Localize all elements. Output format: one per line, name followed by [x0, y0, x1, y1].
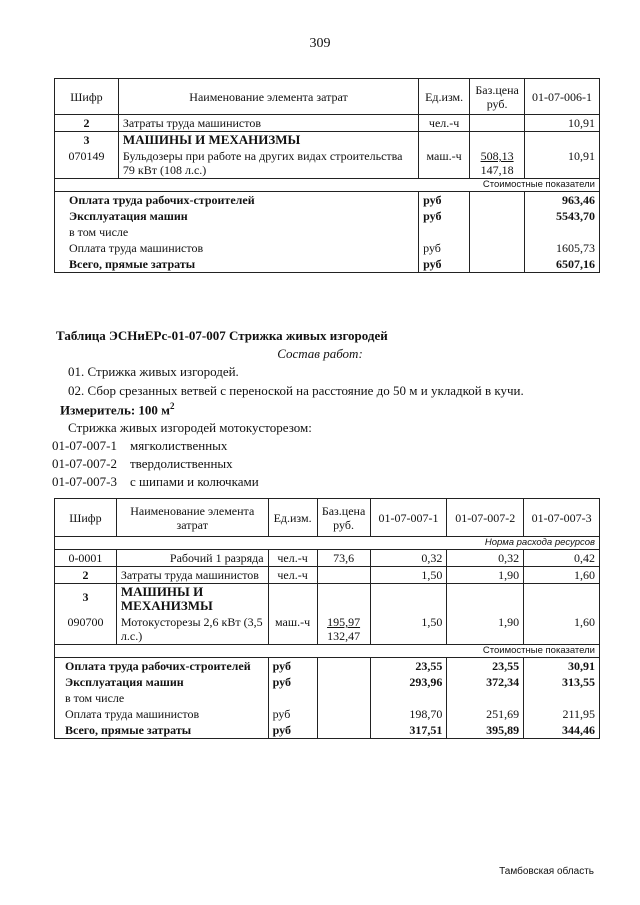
- row-name: МАШИНЫ И МЕХАНИЗМЫ: [116, 584, 268, 615]
- meter-sup: 2: [170, 401, 175, 411]
- norm-label: Норма расхода ресурсов: [55, 537, 600, 550]
- cost-name: Эксплуатация машин: [55, 208, 419, 224]
- cost-name: Оплата труда рабочих-строителей: [55, 192, 419, 209]
- row-unit: [268, 584, 317, 615]
- cost-name: Всего, прямые затраты: [55, 256, 419, 273]
- price-base: 132,47: [327, 629, 361, 643]
- table-row: [55, 584, 600, 615]
- cost-row: [55, 706, 600, 722]
- cost-price: [470, 208, 525, 224]
- cost-price: [317, 658, 370, 675]
- cost-price: [317, 674, 370, 690]
- section-label-row: [55, 179, 600, 192]
- row-value: 10,91: [525, 148, 600, 179]
- cost-name: Всего, прямые затраты: [55, 722, 269, 739]
- page-number: 309: [309, 36, 331, 51]
- cost-table-2: [54, 498, 600, 739]
- cost-unit: руб: [419, 208, 470, 224]
- work-item: 02. Сбор срезанных ветвей с переноской на расстояние до 50 м и укладкой в кучи.: [68, 383, 524, 398]
- cost-price: [317, 690, 370, 706]
- variant-name: мягколиственных: [130, 438, 228, 453]
- row-unit: маш.-ч: [419, 148, 470, 179]
- row-code: 090700: [55, 614, 117, 645]
- cost-unit: руб: [268, 674, 317, 690]
- cost-name: Эксплуатация машин: [55, 674, 269, 690]
- work-item: 01. Стрижка живых изгородей.: [68, 364, 239, 379]
- row-code: 3: [55, 584, 117, 615]
- price-current: 195,97: [327, 615, 361, 629]
- row-value-3: 1,60: [524, 567, 600, 584]
- cost-name: Оплата труда рабочих-строителей: [55, 658, 269, 675]
- cost-unit: руб: [419, 256, 470, 273]
- cost-value-3: 344,46: [524, 722, 600, 739]
- row-unit: маш.-ч: [268, 614, 317, 645]
- header-rate-1: 01-07-007-1: [370, 499, 447, 537]
- cost-value-1: 198,70: [370, 706, 447, 722]
- cost-row: [55, 224, 600, 240]
- cost-unit: [268, 690, 317, 706]
- row-name: Мотокусторезы 2,6 кВт (3,5 л.с.): [116, 614, 268, 645]
- cost-name: в том числе: [55, 224, 419, 240]
- footer-region: Тамбовская область: [499, 866, 594, 877]
- row-value-3: 1,60: [524, 614, 600, 645]
- cost-name: Оплата труда машинистов: [55, 706, 269, 722]
- row-price: [317, 584, 370, 615]
- row-value-1: 1,50: [370, 614, 447, 645]
- intro-text: Стрижка живых изгородей мотокусторезом:: [68, 420, 312, 435]
- composition-heading: Состав работ:: [277, 346, 363, 361]
- row-value-2: 1,90: [447, 614, 524, 645]
- row-name: Рабочий 1 разряда: [116, 550, 268, 567]
- cost-row: [55, 240, 600, 256]
- cost-value-1: 23,55: [370, 658, 447, 675]
- price-current: 508,13: [480, 149, 514, 163]
- row-value-3: 0,42: [524, 550, 600, 567]
- variant-code: 01-07-007-3: [52, 474, 117, 489]
- cost-value: [525, 224, 600, 240]
- header-unit: Ед.изм.: [268, 499, 317, 537]
- row-value-2: [447, 584, 524, 615]
- row-name: МАШИНЫ И МЕХАНИЗМЫ: [118, 132, 418, 149]
- cost-value: 6507,16: [525, 256, 600, 273]
- cost-row: [55, 674, 600, 690]
- cost-unit: руб: [268, 706, 317, 722]
- row-value-3: [524, 584, 600, 615]
- table-row: [55, 132, 600, 149]
- cost-value-2: 395,89: [447, 722, 524, 739]
- cost-unit: руб: [419, 192, 470, 209]
- row-code: 0-0001: [55, 550, 117, 567]
- cost-value-3: 211,95: [524, 706, 600, 722]
- cost-price: [470, 224, 525, 240]
- row-name: Затраты труда машинистов: [118, 115, 418, 132]
- cost-row: [55, 256, 600, 273]
- header-price: Баз.цена руб.: [317, 499, 370, 537]
- cost-unit: [419, 224, 470, 240]
- meter-label: [60, 401, 175, 418]
- cost-value: 1605,73: [525, 240, 600, 256]
- cost-unit: руб: [268, 658, 317, 675]
- header-name: Наименование элемента затрат: [116, 499, 268, 537]
- header-name: Наименование элемента затрат: [118, 79, 418, 115]
- section-label: Стоимостные показатели: [55, 179, 600, 192]
- cost-row: [55, 722, 600, 739]
- cost-value-2: 251,69: [447, 706, 524, 722]
- cost-value-1: 317,51: [370, 722, 447, 739]
- row-price: 73,6: [317, 550, 370, 567]
- cost-value-3: 30,91: [524, 658, 600, 675]
- row-value: [525, 132, 600, 149]
- row-code: 3: [55, 132, 119, 149]
- variant-code: 01-07-007-1: [52, 438, 117, 453]
- cost-table-1: [54, 78, 600, 273]
- row-unit: чел.-ч: [268, 550, 317, 567]
- row-value-2: 1,90: [447, 567, 524, 584]
- section-label-row: [55, 537, 600, 550]
- section-label: Стоимостные показатели: [55, 645, 600, 658]
- cost-price: [470, 192, 525, 209]
- table-row: [55, 567, 600, 584]
- table-row: [55, 148, 600, 179]
- cost-value: 963,46: [525, 192, 600, 209]
- cost-unit: руб: [268, 722, 317, 739]
- meter-text: Измеритель: 100 м: [60, 402, 171, 418]
- cost-row: [55, 192, 600, 209]
- row-value-1: 1,50: [370, 567, 447, 584]
- cost-price: [317, 706, 370, 722]
- header-unit: Ед.изм.: [419, 79, 470, 115]
- header-code: Шифр: [55, 79, 119, 115]
- variant-name: твердолиственных: [130, 456, 233, 471]
- row-price: [317, 614, 370, 645]
- cost-value-2: 23,55: [447, 658, 524, 675]
- cost-value: 5543,70: [525, 208, 600, 224]
- variant-code: 01-07-007-2: [52, 456, 117, 471]
- cost-price: [470, 240, 525, 256]
- row-unit: чел.-ч: [419, 115, 470, 132]
- header-code: Шифр: [55, 499, 117, 537]
- cost-unit: руб: [419, 240, 470, 256]
- row-name: Бульдозеры при работе на других видах строительства 79 кВт (108 л.с.): [118, 148, 418, 179]
- header-rate-2: 01-07-007-2: [447, 499, 524, 537]
- cost-row: [55, 658, 600, 675]
- row-value-1: 0,32: [370, 550, 447, 567]
- table-row: [55, 614, 600, 645]
- cost-value-3: 313,55: [524, 674, 600, 690]
- section-label-row: [55, 645, 600, 658]
- cost-name: Оплата труда машинистов: [55, 240, 419, 256]
- cost-name: в том числе: [55, 690, 269, 706]
- header-rate-3: 01-07-007-3: [524, 499, 600, 537]
- cost-row: [55, 208, 600, 224]
- row-price: [470, 148, 525, 179]
- row-name: Затраты труда машинистов: [116, 567, 268, 584]
- table-header-row: [55, 499, 600, 537]
- cost-value-1: 293,96: [370, 674, 447, 690]
- row-value-1: [370, 584, 447, 615]
- row-code: 2: [55, 567, 117, 584]
- row-price: [470, 132, 525, 149]
- row-price: [317, 567, 370, 584]
- table-row: [55, 115, 600, 132]
- row-unit: чел.-ч: [268, 567, 317, 584]
- cost-value-3: [524, 690, 600, 706]
- cost-row: [55, 690, 600, 706]
- cost-value-1: [370, 690, 447, 706]
- header-rate: 01-07-006-1: [525, 79, 600, 115]
- table-header-row: [55, 79, 600, 115]
- cost-value-2: 372,34: [447, 674, 524, 690]
- cost-price: [317, 722, 370, 739]
- cost-price: [470, 256, 525, 273]
- cost-value-2: [447, 690, 524, 706]
- row-unit: [419, 132, 470, 149]
- row-code: 070149: [55, 148, 119, 179]
- row-price: [470, 115, 525, 132]
- header-price: Баз.цена руб.: [470, 79, 525, 115]
- variant-name: с шипами и колючками: [130, 474, 259, 489]
- table-title: Таблица ЭСНиЕРс-01-07-007 Стрижка живых изгородей: [56, 328, 388, 343]
- price-base: 147,18: [480, 163, 514, 177]
- row-value-2: 0,32: [447, 550, 524, 567]
- table-row: [55, 550, 600, 567]
- row-value: 10,91: [525, 115, 600, 132]
- row-code: 2: [55, 115, 119, 132]
